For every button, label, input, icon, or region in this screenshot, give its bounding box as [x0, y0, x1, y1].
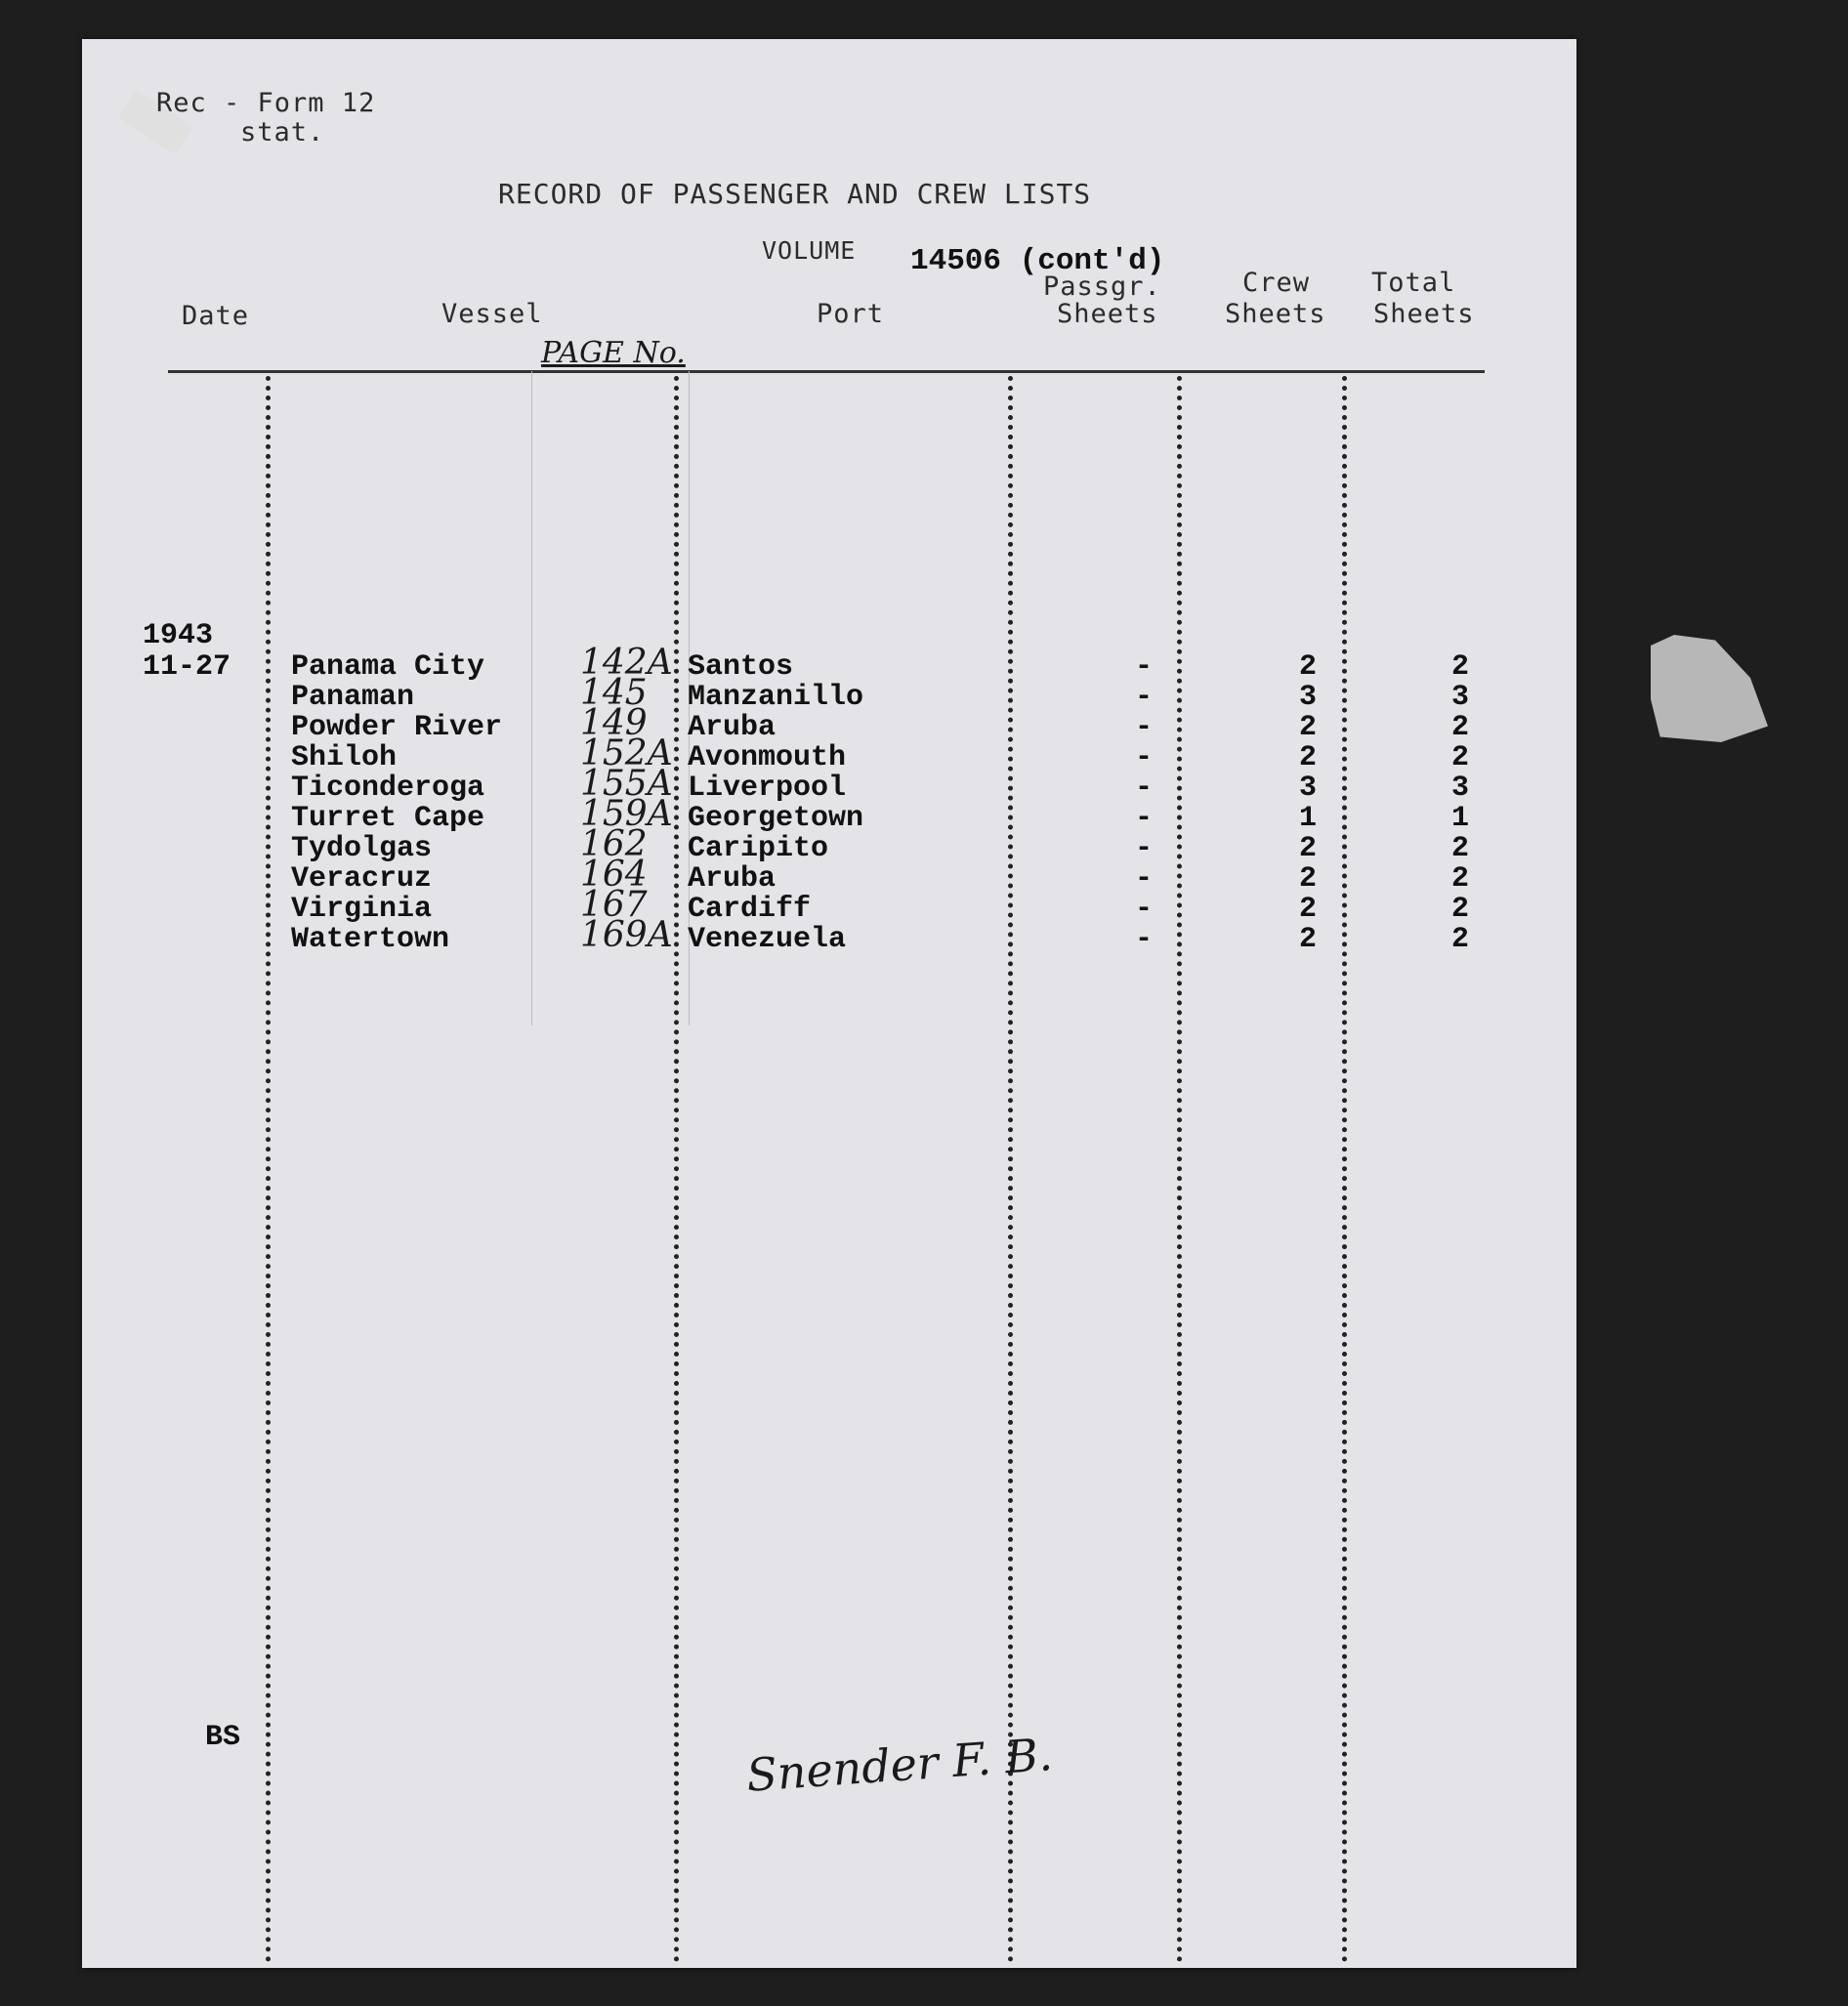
- record-page: [82, 39, 1576, 1968]
- page-number: 164: [580, 855, 648, 895]
- passenger-sheets: -: [1134, 650, 1153, 684]
- column-divider-crew: [1342, 376, 1347, 1963]
- crew-sheets: 2: [1298, 650, 1317, 684]
- page-number: 142A: [580, 643, 673, 683]
- crew-sheets: 2: [1298, 923, 1317, 956]
- torn-paper-scrap: [1651, 635, 1768, 742]
- crew-sheets: 1: [1298, 802, 1317, 835]
- total-sheets: 2: [1450, 711, 1469, 744]
- passenger-sheets: -: [1134, 772, 1153, 805]
- total-sheets: 2: [1450, 862, 1469, 896]
- vessel-name: Watertown: [291, 923, 450, 956]
- header-date: Date: [182, 301, 250, 331]
- passenger-sheets: -: [1134, 893, 1153, 926]
- port-name: Aruba: [688, 711, 777, 744]
- volume-number: 14506 (cont'd): [910, 244, 1165, 278]
- port-name: Liverpool: [688, 772, 847, 805]
- page-no-label: PAGE No.: [541, 336, 686, 370]
- vessel-name: Virginia: [291, 893, 433, 926]
- port-name: Georgetown: [688, 802, 864, 835]
- vessel-name: Veracruz: [291, 862, 433, 896]
- page-number: 162: [580, 824, 648, 864]
- vessel-name: Shiloh: [291, 741, 398, 774]
- form-number: Rec - Form 12: [156, 88, 376, 118]
- port-name: Cardiff: [688, 893, 812, 926]
- vessel-name: Ticonderoga: [291, 772, 485, 805]
- port-name: Venezuela: [688, 923, 847, 956]
- header-passgr-1: Passgr.: [1043, 272, 1161, 302]
- passenger-sheets: -: [1134, 711, 1153, 744]
- page-number: 155A: [580, 764, 673, 804]
- crew-sheets: 3: [1298, 681, 1317, 714]
- page-number: 149: [580, 703, 648, 743]
- total-sheets: 2: [1450, 832, 1469, 865]
- page-number: 167: [580, 885, 648, 925]
- passenger-sheets: -: [1134, 923, 1153, 956]
- document-title: RECORD OF PASSENGER AND CREW LISTS: [498, 178, 1092, 210]
- crew-sheets: 2: [1298, 893, 1317, 926]
- column-divider-port: [1008, 376, 1013, 1963]
- crew-sheets: 2: [1298, 741, 1317, 774]
- page-number: 169A: [580, 915, 673, 955]
- header-port: Port: [817, 299, 885, 329]
- page-number: 145: [580, 673, 648, 713]
- header-total-2: Sheets: [1373, 299, 1475, 329]
- header-crew-1: Crew: [1242, 268, 1311, 298]
- port-name: Santos: [688, 650, 794, 684]
- total-sheets: 2: [1450, 893, 1469, 926]
- crew-sheets: 2: [1298, 862, 1317, 896]
- header-passgr-2: Sheets: [1057, 299, 1158, 329]
- total-sheets: 3: [1450, 681, 1469, 714]
- entry-year: 1943: [143, 619, 214, 652]
- page-number: 159A: [580, 794, 673, 834]
- passenger-sheets: -: [1134, 741, 1153, 774]
- crew-sheets: 3: [1298, 772, 1317, 805]
- page-number: 152A: [580, 733, 673, 773]
- header-rule: [168, 370, 1485, 373]
- vessel-name: Panama City: [291, 650, 485, 684]
- vessel-name: Panaman: [291, 681, 415, 714]
- column-divider-date: [266, 376, 271, 1963]
- total-sheets: 3: [1450, 772, 1469, 805]
- total-sheets: 1: [1450, 802, 1469, 835]
- passenger-sheets: -: [1134, 862, 1153, 896]
- entry-date: 11-27: [143, 650, 231, 684]
- total-sheets: 2: [1450, 741, 1469, 774]
- port-name: Avonmouth: [688, 741, 847, 774]
- total-sheets: 2: [1450, 923, 1469, 956]
- vessel-name: Turret Cape: [291, 802, 485, 835]
- form-stat: stat.: [240, 117, 325, 147]
- crew-sheets: 2: [1298, 711, 1317, 744]
- passenger-sheets: -: [1134, 832, 1153, 865]
- total-sheets: 2: [1450, 650, 1469, 684]
- header-total-1: Total: [1371, 268, 1456, 298]
- clerk-initials: BS: [205, 1721, 241, 1754]
- port-name: Manzanillo: [688, 681, 864, 714]
- column-divider-passgr: [1177, 376, 1182, 1963]
- port-name: Caripito: [688, 832, 829, 865]
- passenger-sheets: -: [1134, 802, 1153, 835]
- vessel-name: Powder River: [291, 711, 503, 744]
- header-crew-2: Sheets: [1225, 299, 1326, 329]
- volume-label: VOLUME: [762, 236, 857, 265]
- passenger-sheets: -: [1134, 681, 1153, 714]
- handwritten-signature: Snender F. B.: [744, 1728, 1055, 1802]
- crew-sheets: 2: [1298, 832, 1317, 865]
- vessel-name: Tydolgas: [291, 832, 433, 865]
- header-vessel: Vessel: [441, 299, 543, 329]
- port-name: Aruba: [688, 862, 777, 896]
